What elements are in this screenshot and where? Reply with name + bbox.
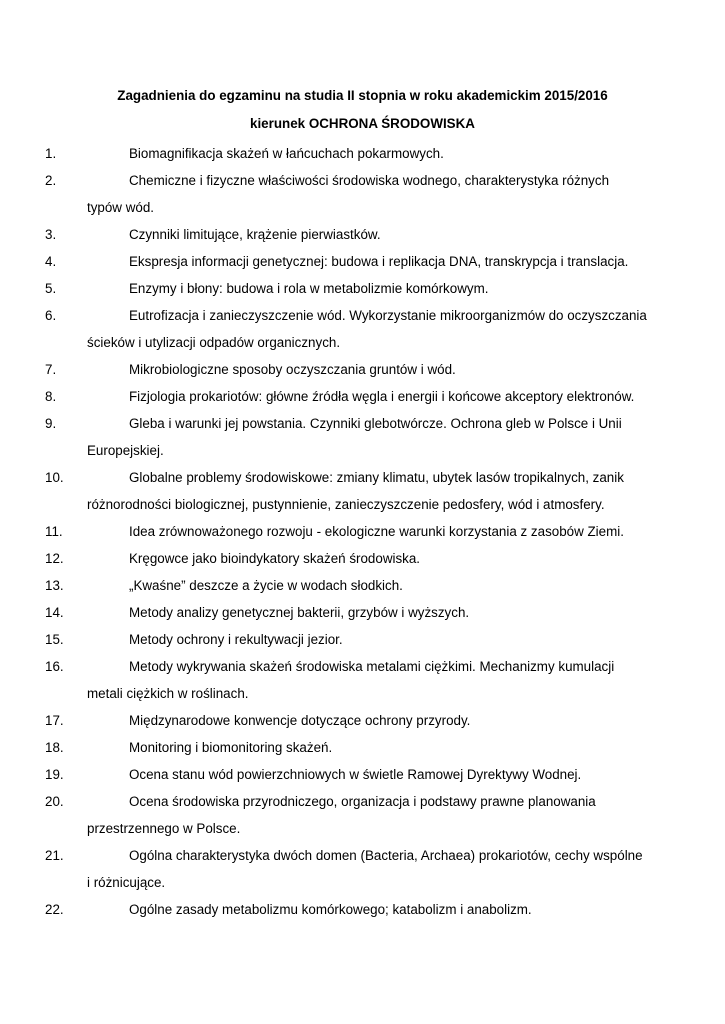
item-text: Globalne problemy środowiskowe: zmiany klimatu, ubytek lasów tropikalnych, zanik różnorodności biologicznej, pustynnienie, zanieczyszczenie pedosfery, wód i atmosfery. [87,470,624,512]
list-item [45,626,647,653]
item-number: 8. [45,389,57,404]
item-text: Ogólne zasady metabolizmu komórkowego; katabolizm i anabolizm. [129,902,532,917]
item-number: 18. [45,740,64,755]
list-item [45,248,647,275]
list-item [45,140,647,167]
list-item [45,302,647,356]
item-text: Eutrofizacja i zanieczyszczenie wód. Wykorzystanie mikroorganizmów do oczyszczania ścieków i utylizacji odpadów organicznych. [87,308,647,350]
item-number: 16. [45,659,64,674]
item-text: Ogólna charakterystyka dwóch domen (Bacteria, Archaea) prokariotów, cechy wspólne i różnicujące. [87,848,643,890]
list-item [45,221,647,248]
item-number: 11. [45,524,63,539]
item-number: 3. [45,227,57,242]
list-item [45,572,647,599]
item-number: 9. [45,416,57,431]
list-item [45,707,647,734]
document-title: Zagadnienia do egzaminu na studia II stopnia w roku akademickim 2015/2016 [117,88,608,103]
item-number: 4. [45,254,57,269]
item-number: 6. [45,308,57,323]
item-text: Idea zrównoważonego rozwoju - ekologiczne warunki korzystania z zasobów Ziemi. [129,524,624,539]
item-number: 21. [45,848,64,863]
question-list [45,140,647,923]
item-text: Monitoring i biomonitoring skażeń. [129,740,333,755]
item-text: Chemiczne i fizyczne właściwości środowiska wodnego, charakterystyka różnych typów wód. [87,173,610,215]
list-item [45,842,647,896]
item-text: Ocena stanu wód powierzchniowych w świetle Ramowej Dyrektywy Wodnej. [129,767,582,782]
list-item [45,599,647,626]
list-item [45,788,647,842]
item-text: Międzynarodowe konwencje dotyczące ochrony przyrody. [129,713,471,728]
item-text: Gleba i warunki jej powstania. Czynniki glebotwórcze. Ochrona gleb w Polsce i Unii Europejskiej. [87,416,622,458]
list-item [45,734,647,761]
item-number: 10. [45,470,64,485]
item-text: „Kwaśne” deszcze a życie w wodach słodkich. [129,578,403,593]
list-item [45,653,647,707]
list-item [45,518,647,545]
list-item [45,896,647,923]
item-number: 22. [45,902,64,917]
item-number: 1. [45,146,57,161]
item-text: Kręgowce jako bioindykatory skażeń środowiska. [129,551,421,566]
item-text: Ocena środowiska przyrodniczego, organizacja i podstawy prawne planowania przestrzennego w Polsce. [87,794,596,836]
list-item [45,167,647,221]
list-item [45,545,647,572]
list-item [45,356,647,383]
list-item [45,464,647,518]
item-number: 2. [45,173,57,188]
item-number: 19. [45,767,64,782]
item-text: Enzymy i błony: budowa i rola w metabolizmie komórkowym. [129,281,489,296]
item-number: 20. [45,794,64,809]
item-number: 7. [45,362,57,377]
item-number: 12. [45,551,64,566]
list-item [45,410,647,464]
item-text: Metody analizy genetycznej bakterii, grzybów i wyższych. [129,605,470,620]
item-number: 13. [45,578,64,593]
item-number: 17. [45,713,64,728]
item-number: 14. [45,605,64,620]
item-number: 15. [45,632,64,647]
item-text: Czynniki limitujące, krążenie pierwiastków. [129,227,381,242]
item-text: Ekspresja informacji genetycznej: budowa i replikacja DNA, transkrypcja i translacja. [129,254,629,269]
item-text: Metody wykrywania skażeń środowiska metalami ciężkimi. Mechanizmy kumulacji metali ciężkich w roślinach. [87,659,615,701]
list-item [45,761,647,788]
list-item [45,383,647,410]
list-item [45,275,647,302]
item-text: Metody ochrony i rekultywacji jezior. [129,632,343,647]
item-text: Biomagnifikacja skażeń w łańcuchach pokarmowych. [129,146,444,161]
item-text: Fizjologia prokariotów: główne źródła węgla i energii i końcowe akceptory elektronów. [129,389,635,404]
document-subtitle: kierunek OCHRONA ŚRODOWISKA [250,116,475,131]
item-number: 5. [45,281,57,296]
item-text: Mikrobiologiczne sposoby oczyszczania gruntów i wód. [129,362,456,377]
